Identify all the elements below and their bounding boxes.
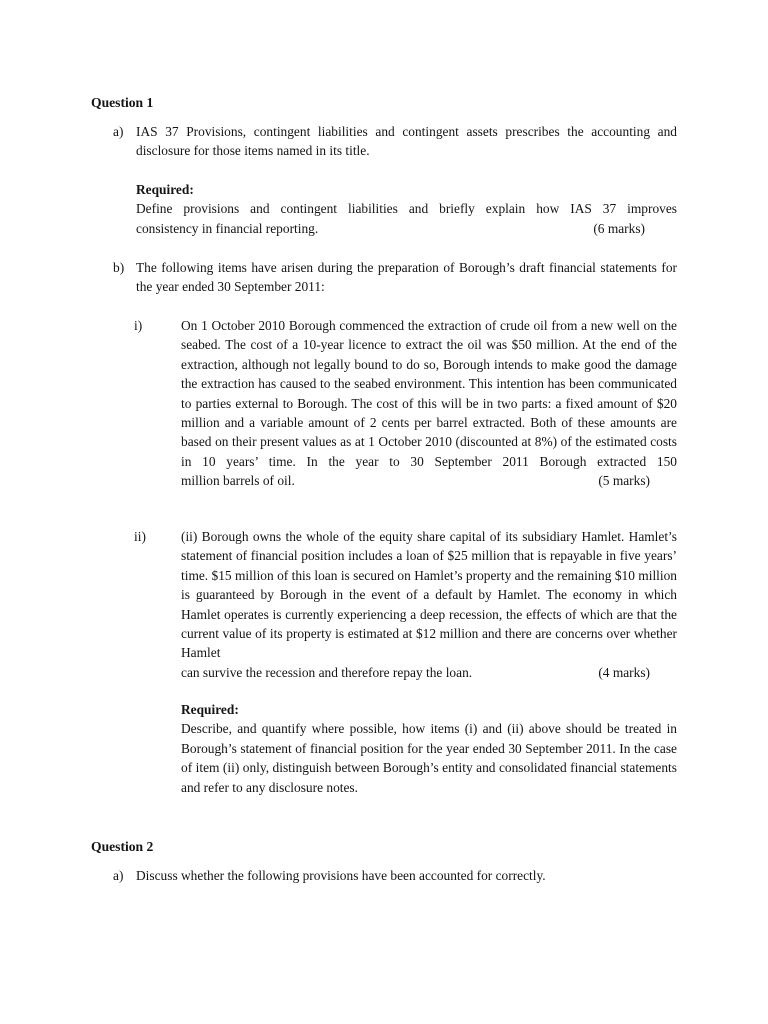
item-ii-label: ii): [134, 529, 146, 544]
item-ii-text: (ii) Borough owns the whole of the equity share capital of its subsidiary Hamlet. Hamlet’s statement of financial position includes a loan of $25 million that is repayable in five years’ time. $15 million of this loan is secured on Hamlet’s property and the remaining $10 million is guaranteed by Borough in the event of a default by Hamlet. The economy in which Hamlet operates is currently experiencing a deep recession, the effects of which are that the current value of its property is estimated at $12 million and there are concerns over whether Hamlet: [181, 529, 677, 661]
required-last-text: consistency in financial reporting.: [136, 220, 319, 236]
q2-part-a-label: a): [113, 868, 124, 883]
item-i-last-text: million barrels of oil.: [181, 473, 295, 489]
marks-label: (6 marks): [593, 220, 645, 236]
item-i-text: On 1 October 2010 Borough commenced the extraction of crude oil from a new well on the seabed. The cost of a 10-year licence to extract the oil was $50 million. At the end of the extraction, although not legally bound to do so, Borough intends to make good the damage the extraction has caused to the seabed environment. This intention has been communicated to parties external to Borough. The cost of this will be in two parts: a fixed amount of $20 million and a variable amount of 2 cents per barrel extracted. Both of these amounts are based on their present values as at 1 October 2010 (discounted at 8%) of the estimated costs in 10 years’ time. In the year to 30 September 2011 Borough extracted 150: [181, 318, 677, 469]
question-2-heading: Question 2: [91, 839, 154, 854]
required-label: Required:: [181, 702, 239, 717]
marks-label: (5 marks): [598, 473, 650, 489]
item-i-body: [181, 316, 677, 491]
q1-part-a-required: [136, 180, 677, 238]
q1-part-a-label: a): [113, 124, 124, 139]
question-1-heading: Question 1: [91, 95, 154, 110]
item-i-last-line: [181, 471, 677, 490]
marks-label: (4 marks): [598, 664, 650, 680]
item-ii-last-line: [181, 663, 677, 682]
q1-part-b-label: b): [113, 260, 125, 275]
item-i-label: i): [134, 318, 143, 333]
required-text: Describe, and quantify where possible, how items (i) and (ii) above should be treated in Borough’s statement of financial position for the year ended 30 September 2011. In the case of item (ii) only, distinguish between Borough’s entity and consolidated financial statements and refer to any disclosure notes.: [181, 721, 677, 795]
required-label: Required:: [136, 182, 194, 197]
q1-part-b-required: [181, 700, 677, 797]
q1-part-b-intro: The following items have arisen during the preparation of Borough’s draft financial statements for the year ended 30 September 2011:: [136, 260, 677, 295]
required-text: Define provisions and contingent liabilities and briefly explain how IAS 37 improves: [136, 201, 677, 217]
q1-part-a-intro: IAS 37 Provisions, contingent liabilities and contingent assets prescribes the accounting and disclosure for those items named in its title.: [136, 124, 677, 159]
item-ii-body: [181, 527, 677, 682]
required-last-line: [136, 219, 677, 238]
item-ii-last-text: can survive the recession and therefore repay the loan.: [181, 664, 473, 680]
q2-part-a-text: Discuss whether the following provisions have been accounted for correctly.: [136, 868, 546, 883]
